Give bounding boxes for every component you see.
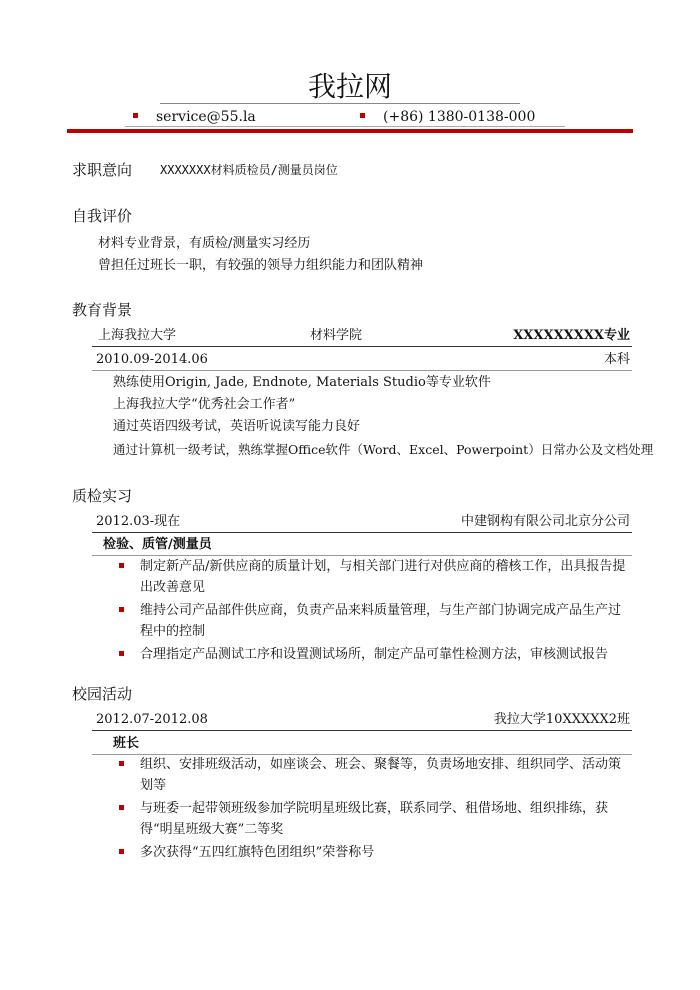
contact-phone: [360, 108, 535, 126]
list-item: 维持公司产品部件供应商，负责产品来料质量管理，与生产部门协调完成产品生产过程中的控制: [118, 600, 630, 642]
header-red-bar: [67, 129, 633, 133]
name-underline: [160, 103, 520, 104]
list-item: 多次获得“五四红旗特色团组织”荣誉称号: [118, 842, 630, 863]
list-item: 合理指定产品测试工序和设置测试场所，制定产品可靠性检测方法，审核测试报告: [118, 644, 630, 665]
job-intent-value: XXXXXXX材料质检员/测量员岗位: [160, 163, 338, 177]
campus-period: 2012.07-2012.08: [96, 712, 208, 727]
edu-line: 上海我拉大学“优秀社会工作者”: [113, 397, 296, 412]
bullet-square-icon: [133, 113, 138, 118]
bullet-square-icon: [119, 607, 124, 612]
campus-list: [118, 754, 630, 863]
internship-list: [118, 556, 630, 665]
campus-role: 班长: [113, 736, 140, 751]
campus-divider: [92, 730, 632, 731]
bullet-square-icon: [119, 651, 124, 656]
edu-major: XXXXXXXXX专业: [513, 328, 630, 343]
internship-company: 中建钢构有限公司北京分公司: [460, 514, 630, 529]
section-title-internship: 质检实习: [72, 487, 133, 505]
internship-role: 检验、质管/测量员: [103, 537, 212, 552]
section-title-campus: 校园活动: [72, 685, 133, 703]
campus-org: 我拉大学10XXXXX2班: [493, 712, 630, 727]
edu-line: 通过计算机一级考试，熟练掌握Office软件（Word、Excel、Powerpoint）日常办公及文档处理: [113, 442, 654, 457]
phone-text: (+86) 1380-0138-000: [383, 109, 536, 125]
section-title-job-intent: 求职意向: [72, 161, 133, 179]
resume-name: 我拉网: [307, 70, 392, 103]
list-item: 制定新产品/新供应商的质量计划，与相关部门进行对供应商的稽核工作，出具报告提出改善意见: [118, 556, 630, 598]
edu-degree: 本科: [603, 352, 630, 367]
bullet-square-icon: [360, 113, 365, 118]
edu-college: 材料学院: [310, 328, 363, 343]
bullet-square-icon: [119, 849, 124, 854]
self-eval-line: 曾担任过班长一职，有较强的领导力组织能力和团队精神: [98, 258, 424, 273]
edu-period: 2010.09-2014.06: [96, 352, 208, 367]
section-title-education: 教育背景: [72, 301, 133, 319]
bullet-square-icon: [119, 805, 124, 810]
list-item: 组织、安排班级活动，如座谈会、班会、聚餐等，负责场地安排、组织同学、活动策划等: [118, 754, 630, 796]
contact-underline: [125, 126, 565, 127]
edu-divider: [92, 346, 632, 347]
self-eval-line: 材料专业背景，有质检/测量实习经历: [98, 236, 311, 251]
edu-line: 熟练使用Origin, Jade, Endnote, Materials Studio等专业软件: [113, 375, 491, 390]
edu-divider-2: [92, 370, 632, 371]
edu-line: 通过英语四级考试，英语听说读写能力良好: [113, 419, 361, 434]
list-item: 与班委一起带领班级参加学院明星班级比赛，联系同学、租借场地、组织排练，获得“明星班级大赛”二等奖: [118, 798, 630, 840]
bullet-square-icon: [119, 761, 124, 766]
internship-period: 2012.03-现在: [96, 514, 181, 529]
internship-divider: [92, 532, 632, 533]
contact-email: [133, 108, 256, 126]
email-text: service@55.la: [156, 109, 256, 125]
bullet-square-icon: [119, 563, 124, 568]
section-title-self-eval: 自我评价: [72, 207, 133, 225]
edu-school: 上海我拉大学: [98, 328, 177, 343]
